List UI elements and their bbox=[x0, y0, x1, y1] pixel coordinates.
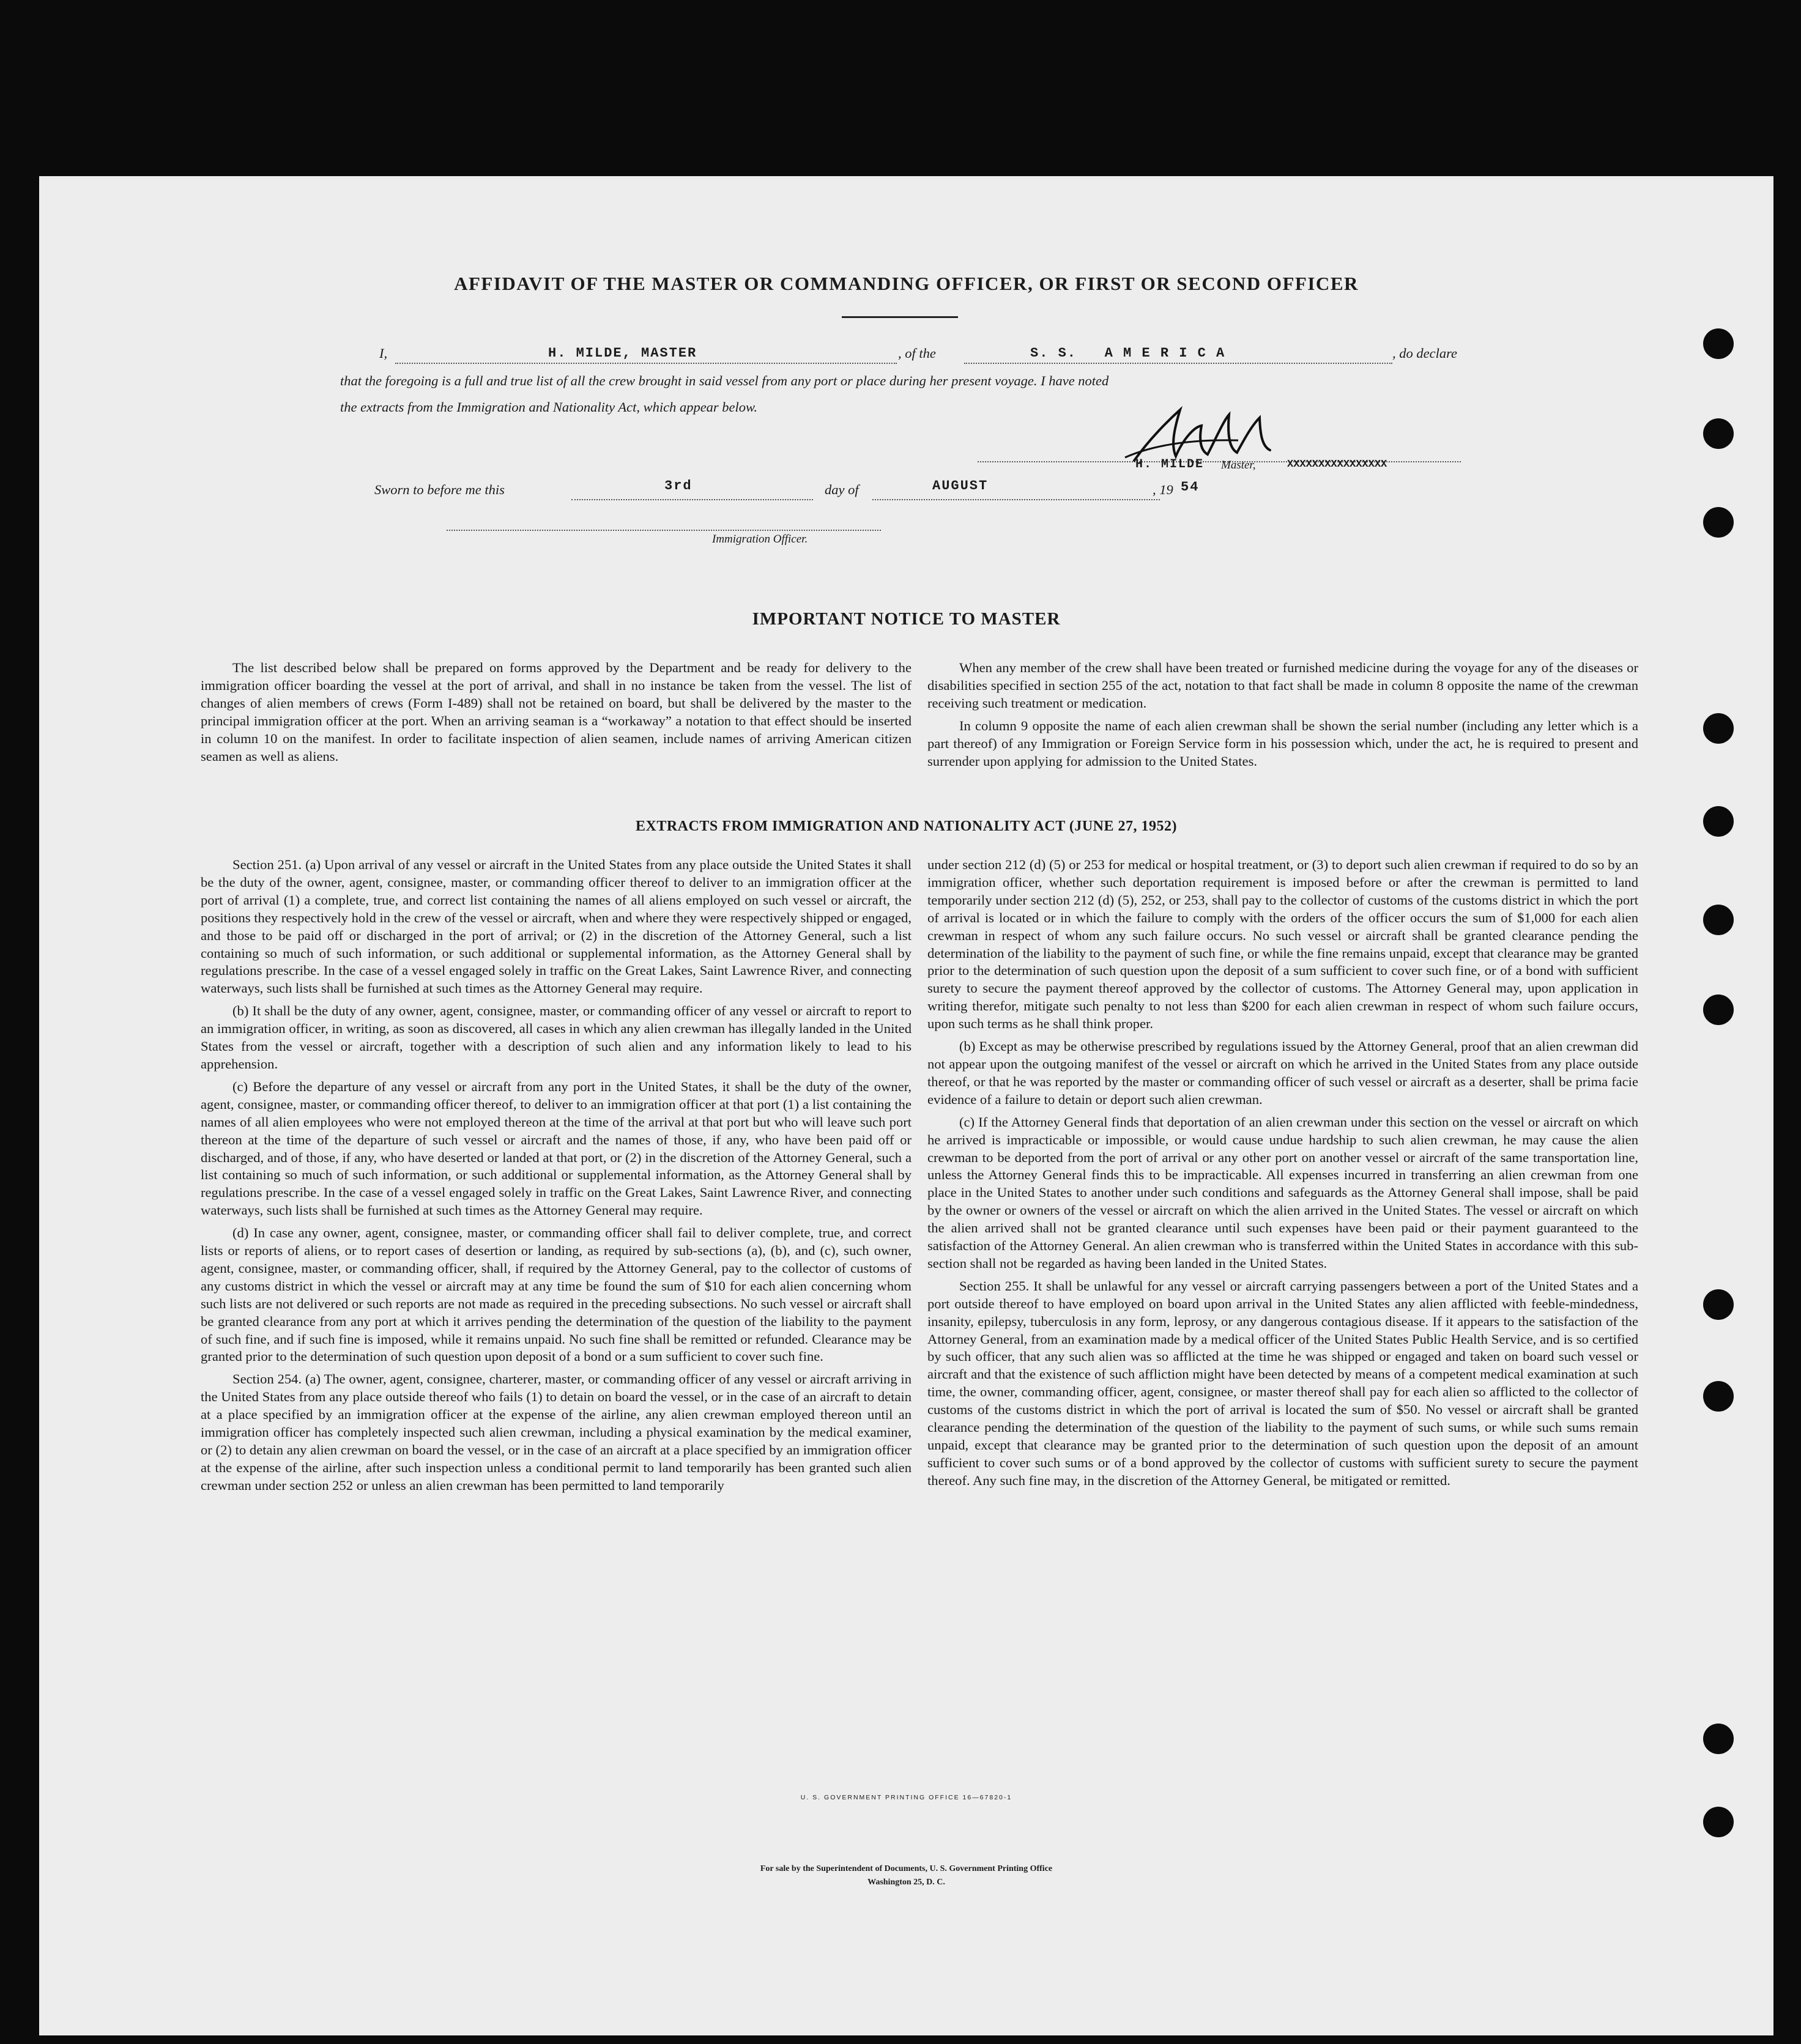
heading-rule bbox=[842, 316, 958, 318]
sale-line-1: For sale by the Superintendent of Documents, U. S. Government Printing Office bbox=[760, 1864, 1053, 1873]
printing-office-line: U. S. GOVERNMENT PRINTING OFFICE 16—67820-1 bbox=[800, 1794, 1012, 1801]
month-dotted-line bbox=[872, 499, 1160, 500]
extracts-left-column bbox=[201, 856, 912, 1495]
punch-hole bbox=[1703, 1381, 1734, 1412]
signer-typed-name: H. MILDE bbox=[1135, 457, 1205, 472]
notice-right-paragraph-2: In column 9 opposite the name of each alien crewman shall be shown the serial number (including any letter which is a part thereof) of any Immigration or Foreign Service form in his possession which, under the act, he is required to present and surrender upon applying for admission to the United States. bbox=[927, 717, 1638, 769]
punch-hole bbox=[1703, 806, 1734, 837]
vessel-name: S. S. A M E R I C A bbox=[1030, 346, 1226, 361]
day-dotted-line bbox=[571, 499, 813, 500]
extracts-right-column bbox=[927, 856, 1638, 1490]
section-254-a-cont: under section 212 (d) (5) or 253 for medical or hospital treatment, or (3) to deport such alien crewman if required to do so by an immigration officer, whether such deportation requirement is imposed before or after the crewman is permitted to land temporarily under section 212 (d) (5), 252, or 253, shall pay to the collector of customs of the customs district in which the port of arrival is located or in which the failure to comply with the orders of the officer occurs the sum of $1,000 for each alien crewman in respect of whom any such failure occurs. No such vessel or aircraft shall be granted clearance pending the determination of the liability to the payment of such fine, or while the fine remains unpaid, except that clearance may be granted prior to the determination of such question upon the deposit of a sum sufficient to cover such fine, or of a bond with sufficient surety to secure the payment thereof approved by the collector of customs. The Attorney General may, upon application in writing therefor, mitigate such penalty to not less than $200 for each alien crewman in respect of whom such failure occurs, upon such terms as he shall think proper. bbox=[927, 857, 1638, 1032]
master-name: H. MILDE, MASTER bbox=[548, 346, 697, 361]
section-254-c: (c) If the Attorney General finds that deportation of an alien crewman under this section on the vessel or aircraft on which he arrived is impracticable or impossible, or would cause undue hardship to such alien crewman, he may cause the alien crewman to be deported from the port of arrival or any other port on another vessel or aircraft of the same transportation line, unless the Attorney General finds this to be impracticable. All expenses incurred in transferring an alien crewman from one place in the United States to another under such conditions and safeguards as the Attorney General shall impose, shall be paid by the owner or owners of the vessel or aircraft on which the alien arrived in the United States. The vessel or aircraft on which the alien arrived shall not be granted clearance until such expenses have been paid or their payment guaranteed to the satisfaction of the Attorney General. An alien crewman who is transferred within the United States in accordance with this sub-section shall not be regarded as having been landed in the United States. bbox=[927, 1114, 1638, 1271]
section-255: Section 255. It shall be unlawful for any vessel or aircraft carrying passengers between a port of the United States and a port outside thereof to have employed on board upon arrival in the United States any alien afflicted with feeble-mindedness, insanity, epilepsy, tuberculosis in any form, leprosy, or any dangerous contagious disease. If it appears to the satisfaction of the Attorney General, from an examination made by a medical officer of the United States Public Health Service, and is so certified by such officer, that any such alien was so afflicted at the time he was shipped or engaged and taken on board such vessel or aircraft and that the existence of such affliction might have been detected by means of a competent medical examination at such time, the owner, commanding officer, agent, consignee, or master thereof shall pay for each alien so afflicted to the collector of customs of the customs district in which the port of arrival is located the sum of $50. No vessel or aircraft shall be granted clearance pending the determination of the question of the liability to the payment of such sums, or while such sums remain unpaid, except that clearance may be granted prior to the determination of such question upon the deposit of an amount sufficient to cover such sums or of a bond approved by the collector of customs with sufficient surety to secure the payment thereof. Any such fine may, in the discretion of the Attorney General, be mitigated or remitted. bbox=[927, 1278, 1638, 1488]
section-251-d: (d) In case any owner, agent, consignee, master, or commanding officer shall fail to deliver complete, true, and correct lists or reports of aliens, or to report cases of desertion or landing, as required by sub-sections (a), (b), and (c), such owner, agent, consignee, master, or commanding officer, shall, if required by the Attorney General, pay to the collector of customs of any customs district in which the vessel or aircraft may at any time be found the sum of $10 for each alien concerning whom such lists are not delivered or such reports are not made as required in the preceding subsections. No such vessel or aircraft shall be granted clearance from any port at which it arrives pending the determination of the question of the liability to the payment of such fine, and if such fine is imposed, while it remains unpaid. No such fine shall be remitted or refunded. Clearance may be granted prior to the determination of such question upon deposit of a bond or a sum sufficient to cover such fine. bbox=[201, 1225, 912, 1365]
section-251-b: (b) It shall be the duty of any owner, agent, consignee, master, or commanding officer of any vessel or aircraft to report to an immigration officer, in writing, as soon as discovered, all cases in which any alien crewman has illegally landed in the United States from the vessel or aircraft, together with a description of such alien and any information likely to lead to his apprehension. bbox=[201, 1003, 912, 1072]
affidavit-heading: AFFIDAVIT OF THE MASTER OR COMMANDING OFFICER, OR FIRST OR SECOND OFFICER bbox=[454, 273, 1359, 294]
notice-right-paragraph-1: When any member of the crew shall have been treated or furnished medicine during the voyage for any of the diseases or disabilities specified in section 255 of the act, notation to that fact shall be made in column 8 opposite the name of the crewman receiving such treatment or medication. bbox=[927, 660, 1638, 711]
sworn-label: Sworn to before me this bbox=[374, 482, 505, 497]
punch-hole bbox=[1703, 328, 1734, 359]
affidavit-line-3: the extracts from the Immigration and Nationality Act, which appear below. bbox=[340, 399, 758, 415]
punch-hole bbox=[1703, 507, 1734, 538]
sale-line-2: Washington 25, D. C. bbox=[867, 1878, 945, 1887]
officer-label: Immigration Officer. bbox=[712, 533, 808, 546]
affidavit-line-2: that the foregoing is a full and true list of all the crew brought in said vessel from any port or place during her present voyage. I have noted bbox=[340, 373, 1109, 388]
officer-dotted-line bbox=[447, 530, 881, 531]
punch-hole bbox=[1703, 1807, 1734, 1837]
punch-hole bbox=[1703, 1724, 1734, 1754]
day-of-label: day of bbox=[825, 482, 859, 497]
section-254-a: Section 254. (a) The owner, agent, consignee, charterer, master, or commanding officer of any vessel or aircraft arriving in the United States from any place outside thereof who fails (1) to detain on board the vessel, or in the case of an aircraft to detain at a place specified by an immigration officer at the expense of the airline, any alien crewman employed thereon until an immigration officer has completely inspected such alien crewman, including a physical examination by the medical examiner, or (2) to detain any alien crewman on board the vessel, or in the case of an aircraft at a place specified by an immigration officer at the expense of the airline, after such inspection unless a conditional permit to land temporarily has been granted such alien crewman under section 252 or unless an alien crewman has been permitted to land temporarily bbox=[201, 1371, 912, 1493]
do-declare-label: , do declare bbox=[1392, 346, 1458, 361]
notice-heading: IMPORTANT NOTICE TO MASTER bbox=[752, 609, 1061, 629]
sworn-day: 3rd bbox=[664, 478, 693, 494]
document-page bbox=[39, 176, 1773, 2035]
year-suffix: 54 bbox=[1181, 480, 1200, 495]
vessel-dotted-line bbox=[964, 363, 1392, 364]
notice-right-column bbox=[927, 659, 1638, 770]
section-251-c: (c) Before the departure of any vessel or aircraft from any port in the United States, it shall be the duty of the owner, agent, consignee, master, or commanding officer thereof, to deliver to an immigration officer at that port (1) a list containing the names of all alien employees who were not employed thereon at the time of the arrival at that port but who will leave such port thereon at the time of the departure of such vessel or aircraft and the names of those, if any, who have been paid off or discharged, and of those, if any, who have deserted or landed at that port, or (2) in the discretion of the Attorney General, such a list containing so much of such information, or such additional or supplemental information, as the Attorney General shall by regulations prescribe. In the case of a vessel engaged solely in traffic on the Great Lakes, Saint Lawrence River, and connecting waterways, such lists shall be furnished at such times as the Attorney General may require. bbox=[201, 1078, 912, 1218]
extracts-heading: EXTRACTS FROM IMMIGRATION AND NATIONALITY ACT (JUNE 27, 1952) bbox=[636, 818, 1177, 834]
sworn-month: AUGUST bbox=[932, 478, 989, 494]
punch-hole bbox=[1703, 713, 1734, 744]
punch-hole bbox=[1703, 905, 1734, 935]
notice-left-paragraph: The list described below shall be prepared on forms approved by the Department and be ready for delivery to the immigration officer boarding the vessel at the port of arrival, and shall in no instance be taken from the vessel. The list of changes of alien members of crews (Form I-489) shall not be retained on board, but shall be delivered by the master to the principal immigration officer at the port. When an arriving seaman is a “workaway” a notation to that effect should be inserted in column 10 on the manifest. In order to facilitate inspection of alien seamen, include names of arriving American citizen seamen as well as aliens. bbox=[201, 660, 912, 764]
name-dotted-line bbox=[395, 363, 897, 364]
struck-out-text: XXXXXXXXXXXXXXXX bbox=[1287, 459, 1387, 470]
year-prefix: , 19 bbox=[1153, 482, 1173, 497]
notice-left-column bbox=[201, 659, 912, 765]
punch-hole bbox=[1703, 1289, 1734, 1320]
punch-hole bbox=[1703, 418, 1734, 449]
master-label: Master, bbox=[1221, 459, 1256, 472]
punch-hole bbox=[1703, 994, 1734, 1025]
section-254-b: (b) Except as may be otherwise prescribed by regulations issued by the Attorney General, proof that an alien crewman did not appear upon the outgoing manifest of the vessel or aircraft on which he arrived in the United States from any place outside thereof, or that he was reported by the master or commanding officer of such vessel or aircraft as a deserter, shall be prima facie evidence of a failure to detain or deport such alien crewman. bbox=[927, 1039, 1638, 1107]
section-251-a: Section 251. (a) Upon arrival of any vessel or aircraft in the United States from any place outside the United States it shall be the duty of the owner, agent, consignee, master, or commanding officer thereof to deliver to an immigration officer at the port of arrival (1) a complete, true, and correct list containing the names of all aliens employed on such vessel or aircraft, the positions they respectively hold in the crew of the vessel or aircraft, when and where they were respectively shipped or engaged, and those to be paid off or discharged in the port of arrival; or (2) in the discretion of the Attorney General, such a list containing so much of such information, or such additional or supplemental information, as the Attorney General shall by regulations prescribe. In the case of a vessel engaged solely in traffic on the Great Lakes, Saint Lawrence River, and connecting waterways, such lists shall be furnished at such times as the Attorney General may require. bbox=[201, 857, 912, 996]
of-the-label: , of the bbox=[898, 346, 936, 361]
affidavit-i: I, bbox=[379, 346, 388, 361]
